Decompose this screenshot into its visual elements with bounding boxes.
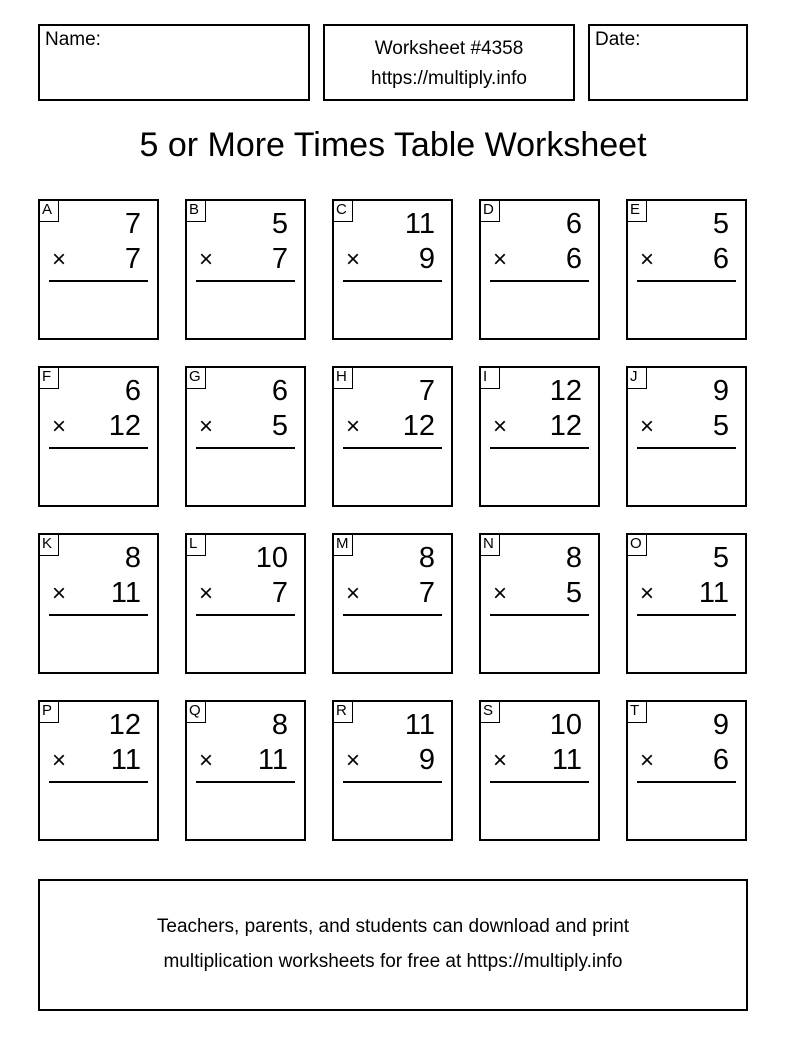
- problem-letter: Q: [185, 700, 206, 723]
- problem-multiplicand: 5: [271, 208, 288, 240]
- problem-letter: A: [38, 199, 59, 222]
- problem-multiplicand: 11: [404, 709, 435, 741]
- problem-card[interactable]: [185, 366, 306, 507]
- problem-letter: F: [38, 366, 59, 389]
- problem-letter: L: [185, 533, 206, 556]
- answer-line: [343, 447, 442, 449]
- problem-card[interactable]: [626, 199, 747, 340]
- worksheet-number: Worksheet #4358: [374, 38, 524, 59]
- problem-letter: J: [626, 366, 647, 389]
- multiply-sign: ×: [346, 747, 361, 774]
- problem-letter: C: [332, 199, 353, 222]
- problem-letter: M: [332, 533, 353, 556]
- problem-multiplier: 5: [712, 410, 729, 442]
- problem-card[interactable]: [332, 533, 453, 674]
- footer-line-1: Teachers, parents, and students can download and print: [156, 916, 630, 937]
- footer-box: [38, 879, 748, 1011]
- problem-card[interactable]: [626, 700, 747, 841]
- problem-multiplier: 12: [402, 410, 435, 442]
- answer-line: [490, 447, 589, 449]
- multiply-sign: ×: [493, 747, 508, 774]
- answer-line: [637, 447, 736, 449]
- problem-multiplicand: 8: [565, 542, 582, 574]
- answer-line: [49, 614, 148, 616]
- problem-letter: K: [38, 533, 59, 556]
- multiply-sign: ×: [640, 580, 655, 607]
- problem-letter: R: [332, 700, 353, 723]
- multiply-sign: ×: [493, 246, 508, 273]
- multiply-sign: ×: [199, 580, 214, 607]
- answer-line: [49, 781, 148, 783]
- problem-multiplier: 7: [271, 243, 288, 275]
- problem-multiplier: 7: [271, 577, 288, 609]
- problem-multiplicand: 6: [124, 375, 141, 407]
- answer-line: [637, 280, 736, 282]
- problem-card[interactable]: [479, 199, 600, 340]
- multiply-sign: ×: [346, 413, 361, 440]
- problem-multiplier: 5: [271, 410, 288, 442]
- problem-card[interactable]: [332, 700, 453, 841]
- problem-card[interactable]: [626, 533, 747, 674]
- answer-line: [490, 614, 589, 616]
- name-label: Name:: [45, 29, 101, 50]
- multiply-sign: ×: [52, 747, 67, 774]
- problem-multiplicand: 8: [418, 542, 435, 574]
- footer-line-2: multiplication worksheets for free at https://multiply.info: [163, 951, 623, 972]
- problem-card[interactable]: [185, 533, 306, 674]
- multiply-sign: ×: [640, 747, 655, 774]
- worksheet-url: https://multiply.info: [371, 68, 527, 89]
- problem-letter: H: [332, 366, 353, 389]
- date-label: Date:: [595, 29, 641, 50]
- problem-multiplicand: 10: [255, 542, 288, 574]
- problem-letter: I: [479, 366, 500, 389]
- problem-multiplier: 5: [565, 577, 582, 609]
- problem-card[interactable]: [479, 366, 600, 507]
- multiply-sign: ×: [52, 580, 67, 607]
- problem-card[interactable]: [38, 533, 159, 674]
- multiply-sign: ×: [52, 246, 67, 273]
- problem-letter: N: [479, 533, 500, 556]
- problem-multiplier: 9: [418, 243, 435, 275]
- answer-line: [49, 447, 148, 449]
- problem-card[interactable]: [38, 700, 159, 841]
- problem-multiplicand: 12: [549, 375, 582, 407]
- problem-multiplicand: 9: [712, 375, 729, 407]
- multiply-sign: ×: [199, 747, 214, 774]
- problem-multiplicand: 7: [124, 208, 141, 240]
- problem-multiplier: 11: [551, 744, 582, 776]
- problem-multiplier: 9: [418, 744, 435, 776]
- problem-multiplier: 6: [712, 243, 729, 275]
- problem-card[interactable]: [38, 199, 159, 340]
- problem-letter: E: [626, 199, 647, 222]
- page-title: 5 or More Times Table Worksheet: [139, 126, 647, 164]
- multiply-sign: ×: [493, 413, 508, 440]
- problem-multiplicand: 10: [549, 709, 582, 741]
- problem-multiplier: 12: [549, 410, 582, 442]
- problem-multiplier: 6: [712, 744, 729, 776]
- answer-line: [490, 280, 589, 282]
- problem-card[interactable]: [626, 366, 747, 507]
- problem-card[interactable]: [185, 199, 306, 340]
- problem-multiplier: 7: [124, 243, 141, 275]
- problem-multiplier: 6: [565, 243, 582, 275]
- problem-card[interactable]: [332, 366, 453, 507]
- multiply-sign: ×: [640, 246, 655, 273]
- problem-multiplicand: 5: [712, 542, 729, 574]
- problem-multiplicand: 8: [271, 709, 288, 741]
- answer-line: [196, 447, 295, 449]
- problem-letter: O: [626, 533, 647, 556]
- problem-multiplicand: 6: [271, 375, 288, 407]
- problem-letter: G: [185, 366, 206, 389]
- problem-card[interactable]: [38, 366, 159, 507]
- multiply-sign: ×: [493, 580, 508, 607]
- problem-multiplier: 12: [108, 410, 141, 442]
- answer-line: [49, 280, 148, 282]
- problem-letter: P: [38, 700, 59, 723]
- problem-multiplier: 11: [110, 577, 141, 609]
- multiply-sign: ×: [346, 580, 361, 607]
- answer-line: [196, 280, 295, 282]
- answer-line: [637, 781, 736, 783]
- problem-multiplier: 11: [257, 744, 288, 776]
- answer-line: [196, 781, 295, 783]
- answer-line: [343, 781, 442, 783]
- answer-line: [637, 614, 736, 616]
- problem-multiplicand: 5: [712, 208, 729, 240]
- problem-letter: D: [479, 199, 500, 222]
- multiply-sign: ×: [640, 413, 655, 440]
- multiply-sign: ×: [346, 246, 361, 273]
- problem-card[interactable]: [332, 199, 453, 340]
- problem-card[interactable]: [185, 700, 306, 841]
- problem-letter: S: [479, 700, 500, 723]
- answer-line: [343, 280, 442, 282]
- problem-card[interactable]: [479, 700, 600, 841]
- problem-card[interactable]: [479, 533, 600, 674]
- problem-multiplicand: 7: [418, 375, 435, 407]
- problem-multiplicand: 12: [108, 709, 141, 741]
- multiply-sign: ×: [52, 413, 67, 440]
- answer-line: [490, 781, 589, 783]
- answer-line: [343, 614, 442, 616]
- problem-multiplicand: 9: [712, 709, 729, 741]
- problem-multiplier: 11: [698, 577, 729, 609]
- problem-multiplier: 7: [418, 577, 435, 609]
- answer-line: [196, 614, 295, 616]
- problem-letter: B: [185, 199, 206, 222]
- problem-multiplicand: 11: [404, 208, 435, 240]
- name-box[interactable]: [38, 24, 310, 101]
- multiply-sign: ×: [199, 413, 214, 440]
- problem-multiplier: 11: [110, 744, 141, 776]
- problem-multiplicand: 8: [124, 542, 141, 574]
- date-box[interactable]: [588, 24, 748, 101]
- problem-letter: T: [626, 700, 647, 723]
- worksheet-info-box: [323, 24, 575, 101]
- multiply-sign: ×: [199, 246, 214, 273]
- problem-multiplicand: 6: [565, 208, 582, 240]
